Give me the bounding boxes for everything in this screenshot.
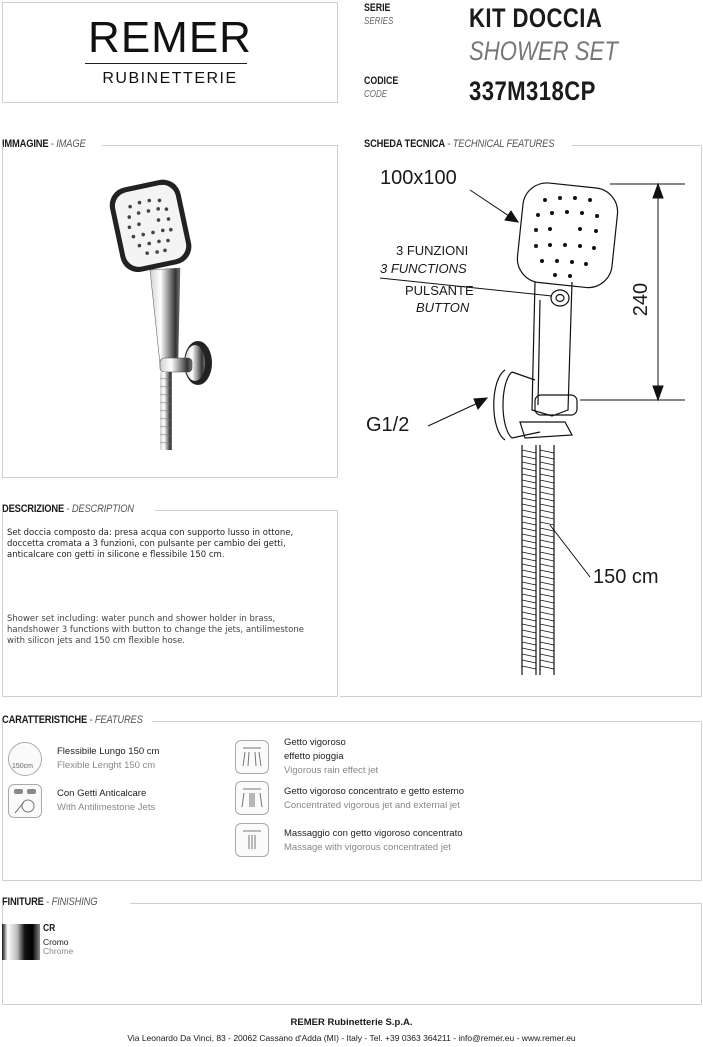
massage-jet-icon: [235, 823, 269, 857]
finishing-section-title: FINITURE - FINISHING: [2, 896, 98, 908]
serie-value-en: SHOWER SET: [469, 36, 618, 66]
desc-section-title: DESCRIZIONE - DESCRIPTION: [2, 503, 134, 515]
tech-section-title: SCHEDA TECNICA - TECHNICAL FEATURES: [364, 138, 555, 150]
code-value: 337M318CP: [469, 76, 596, 106]
footer-company: REMER Rubinetterie S.p.A.: [290, 1017, 413, 1028]
hose-length-label: 150 cm: [593, 566, 659, 588]
feature-concentrated-en: Concentrated vigorous jet and external jet: [284, 800, 460, 811]
finish-name-en: Chrome: [43, 946, 74, 956]
feature-antilimestone-it: Con Getti Anticalcare: [57, 788, 147, 799]
feature-massage-it: Massaggio con getto vigoroso concentrato: [284, 828, 463, 839]
code-label-en: CODE: [364, 89, 388, 100]
hose-length-icon: 150cm: [8, 742, 42, 776]
product-photo: [100, 178, 230, 450]
brand-logo: REMER: [88, 13, 252, 62]
chrome-swatch: [2, 924, 40, 960]
feature-hose-en: Flexible Lenght 150 cm: [57, 760, 156, 771]
image-section-title: IMMAGINE - IMAGE: [2, 138, 86, 150]
rain-jet-icon: [235, 740, 269, 774]
code-label: CODICE: [364, 75, 399, 87]
concentrated-external-jet-icon: [235, 781, 269, 815]
serie-value: KIT DOCCIA: [469, 3, 603, 33]
button-label-it: PULSANTE: [405, 283, 474, 298]
serie-label: SERIE: [364, 2, 391, 14]
feature-rain-en: Vigorous rain effect jet: [284, 765, 379, 776]
description-it: Set doccia composto da: presa acqua con supporto lusso in ottone, doccetta cromata a 3 funzioni, con pulsante per cambio dei getti, anticalcare con getti in silicone e flessibile 150 cm.: [7, 528, 294, 560]
feature-massage-en: Massage with vigorous concentrated jet: [284, 842, 451, 853]
brand-divider: [85, 63, 247, 64]
finish-code: CR: [43, 923, 56, 934]
feature-antilimestone-en: With Antilimestone Jets: [57, 802, 156, 813]
feature-rain-it1: Getto vigoroso: [284, 737, 346, 748]
functions-label-en: 3 FUNCTIONS: [380, 261, 467, 276]
dim-size-label: 100x100: [380, 167, 457, 189]
serie-label-en: SERIES: [364, 16, 394, 27]
antilimestone-icon: [8, 784, 42, 818]
button-label-en: BUTTON: [416, 300, 470, 315]
thread-label: G1/2: [366, 414, 410, 436]
feature-rain-it2: effetto pioggia: [284, 751, 344, 762]
brand-subtitle: RUBINETTERIE: [102, 70, 238, 87]
dim-height-label: 240: [630, 282, 653, 317]
functions-label-it: 3 FUNZIONI: [396, 243, 469, 258]
features-section-title: CARATTERISTICHE - FEATURES: [2, 714, 143, 726]
finish-name-it: Cromo: [43, 937, 69, 947]
finishing-box: [2, 903, 702, 1005]
feature-hose-it: Flessibile Lungo 150 cm: [57, 746, 160, 757]
footer-address: Via Leonardo Da Vinci, 83 - 20062 Cassano d'Adda (MI) - Italy - Tel. +39 0363 364211 - info@remer.eu - www.remer.eu: [127, 1033, 576, 1043]
feature-concentrated-it: Getto vigoroso concentrato e getto esterno: [284, 786, 465, 797]
description-en: Shower set including: water punch and shower holder in brass, handshower 3 functions with button to change the jets, antilimestone with silicon jets and 150 cm flexible hose.: [7, 614, 304, 646]
